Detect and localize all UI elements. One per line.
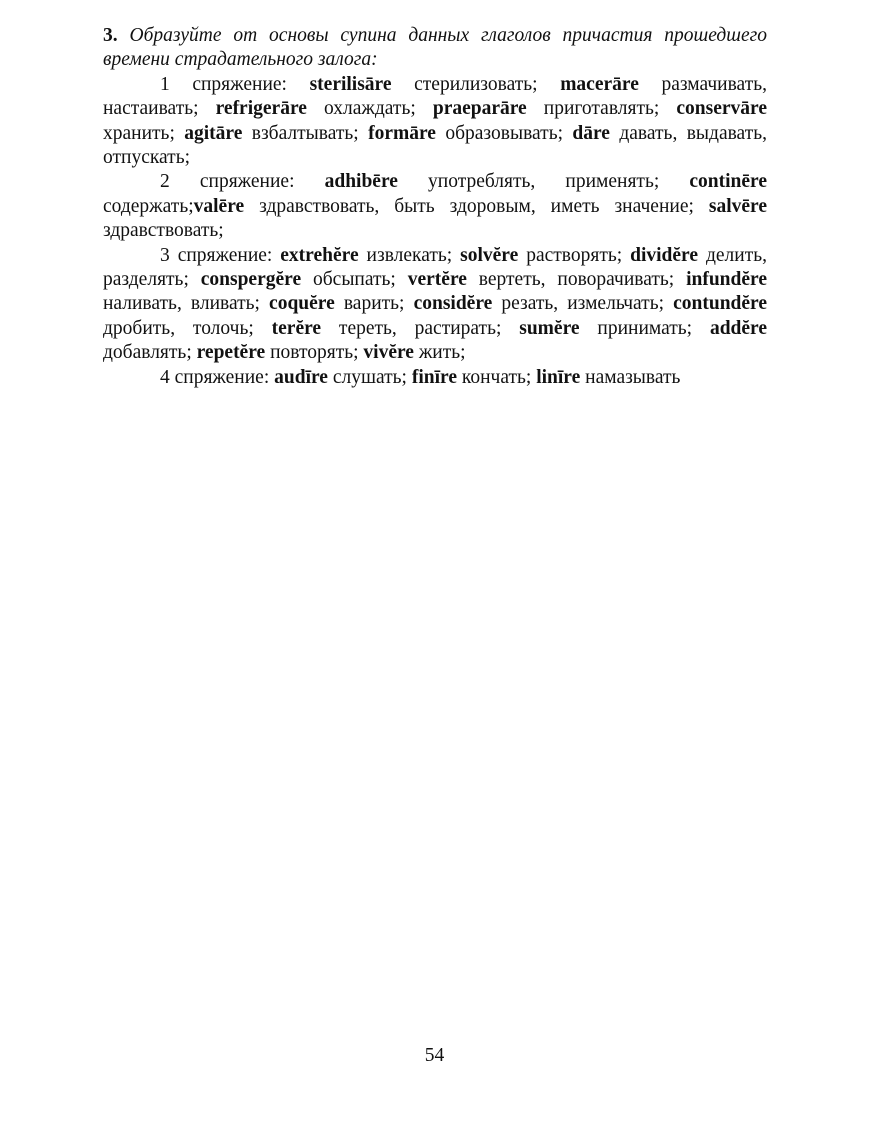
latin-verb: repetĕre: [196, 342, 266, 364]
conjugation-paragraph-4: [103, 366, 767, 390]
verb-translation: давать, выдавать, отпускать;: [103, 122, 767, 169]
latin-verb: valēre: [193, 195, 245, 217]
task-number: 3.: [103, 25, 118, 46]
verb-translation: варить;: [334, 293, 414, 315]
conjugation-label: 2 спряжение:: [160, 171, 325, 193]
verb-translation: извлекать;: [358, 244, 461, 266]
conjugation-label: 3 спряжение:: [160, 244, 281, 266]
latin-verb: solvĕre: [460, 244, 519, 266]
verb-translation: размачивать, настаивать;: [103, 73, 768, 120]
latin-verb: conspergĕre: [200, 269, 302, 291]
latin-verb: vertĕre: [407, 269, 467, 291]
latin-verb: salvēre: [708, 195, 767, 217]
verb-translation: слушать;: [327, 366, 412, 388]
conjugation-paragraph-1: [103, 73, 767, 171]
latin-verb: considĕre: [413, 293, 493, 315]
verb-translation: здравствовать, быть здоровым, иметь значение;: [244, 195, 709, 217]
latin-verb: dāre: [572, 122, 610, 144]
latin-verb: refrigerāre: [215, 98, 307, 120]
latin-verb: sumĕre: [519, 317, 580, 339]
latin-verb: vivĕre: [363, 342, 414, 364]
verb-translation: кончать;: [456, 366, 537, 388]
task-heading: [103, 24, 767, 73]
task-instruction: Образуйте от основы супина данных глаголов причастия прошедшего времени страдательного залога:: [103, 25, 767, 71]
latin-verb: macerāre: [560, 73, 639, 95]
verb-translation: хранить;: [103, 122, 185, 144]
latin-verb: conservāre: [676, 98, 768, 120]
verb-translation: взбалтывать;: [242, 122, 369, 144]
verb-translation: охлаждать;: [306, 98, 433, 120]
latin-verb: sterilisāre: [309, 73, 392, 95]
latin-verb: praeparāre: [432, 98, 527, 120]
conjugation-label: 1 спряжение:: [160, 73, 310, 95]
verb-translation: здравствовать;: [103, 220, 224, 242]
latin-verb: continēre: [689, 171, 767, 193]
verb-translation: растворять;: [518, 244, 631, 266]
latin-verb: adhibēre: [324, 171, 398, 193]
latin-verb: contundĕre: [673, 293, 768, 315]
verb-translation: образовывать;: [435, 122, 573, 144]
verb-translation: повторять;: [265, 342, 364, 364]
verb-translation: дробить, толочь;: [103, 317, 272, 339]
conjugation-paragraph-2: [103, 170, 767, 243]
verb-translation: намазывать: [580, 366, 681, 388]
latin-verb: coquĕre: [269, 293, 335, 315]
latin-verb: infundĕre: [686, 269, 767, 291]
conjugation-groups: [103, 73, 767, 390]
verb-translation: тереть, растирать;: [321, 317, 520, 339]
latin-verb: terĕre: [271, 317, 322, 339]
verb-translation: вертеть, поворачивать;: [466, 269, 687, 291]
conjugation-paragraph-3: [103, 244, 767, 366]
verb-translation: добавлять;: [103, 342, 197, 364]
latin-verb: formāre: [368, 122, 436, 144]
latin-verb: agitāre: [184, 122, 243, 144]
latin-verb: linīre: [536, 366, 581, 388]
latin-verb: addĕre: [709, 317, 768, 339]
verb-translation: резать, измельчать;: [492, 293, 674, 315]
verb-translation: стерилизовать;: [391, 73, 561, 95]
verb-translation: делить, разделять;: [103, 244, 767, 291]
verb-translation: приготавлять;: [526, 98, 677, 120]
verb-translation: содержать;: [103, 195, 194, 217]
verb-translation: наливать, вливать;: [103, 293, 270, 315]
conjugation-label: 4 спряжение:: [160, 366, 275, 388]
page-content: [103, 24, 767, 390]
verb-translation: употреблять, применять;: [397, 171, 690, 193]
latin-verb: dividĕre: [630, 244, 699, 266]
verb-translation: обсыпать;: [301, 269, 408, 291]
latin-verb: finīre: [411, 366, 457, 388]
verb-translation: принимать;: [579, 317, 710, 339]
latin-verb: audīre: [274, 366, 328, 388]
latin-verb: extrehĕre: [280, 244, 359, 266]
verb-translation: жить;: [413, 342, 466, 364]
page-number: 54: [424, 1045, 445, 1066]
